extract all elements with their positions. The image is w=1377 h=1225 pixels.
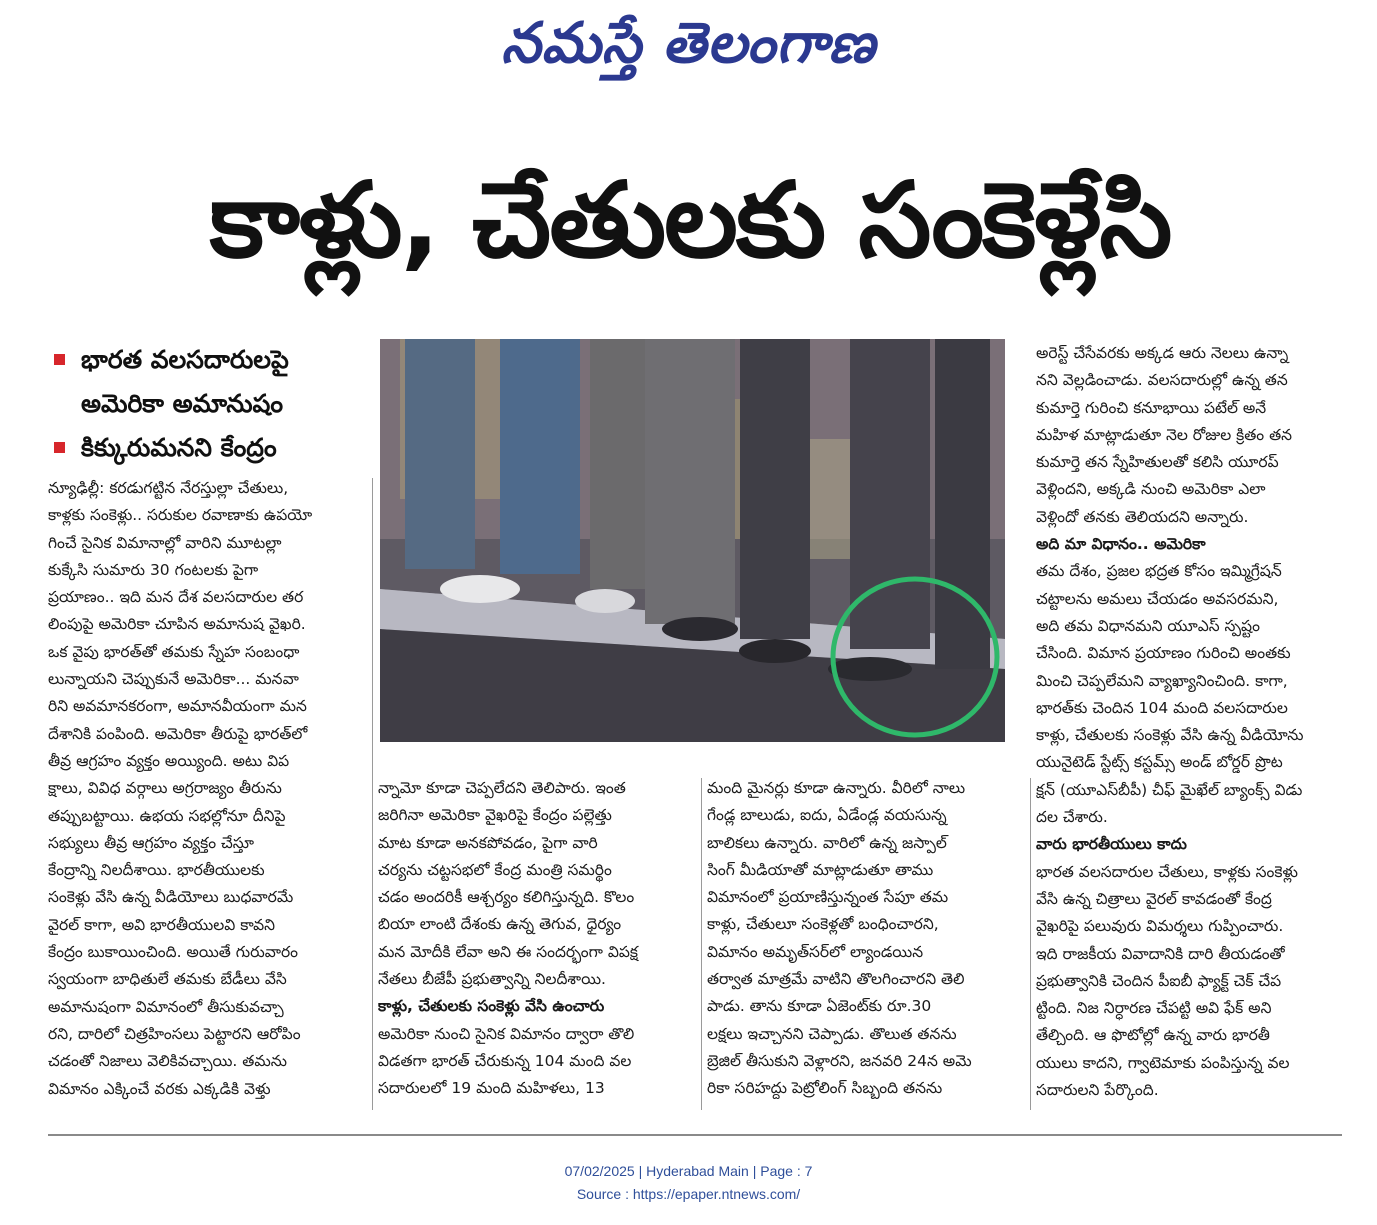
article-line: వైఖరిపై పలువురు విమర్శలు గుప్పించారు. (1036, 917, 1284, 936)
deck-bullet-text: అమెరికా అమానుషం (81, 389, 284, 418)
article-line: లక్షలు ఇచ్చానని చెప్పాడు. తొలుత తనను (707, 1024, 957, 1043)
deck-bullet-text: భారత వలసదారులపై (81, 345, 289, 374)
column-divider (701, 778, 702, 1110)
article-line: స్వయంగా బాధితులే తమకు బేడీలు వేసి (48, 970, 287, 989)
article-line: గేండ్ల బాలుడు, ఐదు, ఏడేండ్ల వయసున్న (707, 806, 947, 825)
masthead-logo: నమస్తే తెలంగాణ (501, 11, 876, 76)
article-column-1 (48, 475, 368, 1103)
article-line: దేశానికి పంపింది. అమెరికా తీరుపై భారత్‌లో (48, 724, 308, 743)
article-line: విడతగా భారత్ చేరుకున్న 104 మంది వల (378, 1051, 632, 1070)
article-line: తీవ్ర ఆగ్రహం వ్యక్తం అయ్యింది. అటు విప (48, 751, 290, 770)
column-divider (1030, 778, 1031, 1110)
article-line: కేంద్రాన్ని నిలదీశాయి. భారతీయులకు (48, 861, 265, 880)
article-line: కుక్కేసి సుమారు 30 గంటలకు పైగా (48, 560, 259, 579)
article-line: కాళ్లు, చేతులకు సంకెళ్లు వేసి ఉన్న వీడియోను (1036, 726, 1304, 745)
article-column-4 (1036, 340, 1348, 1104)
article-line: చేసింది. విమాన ప్రయాణం గురించి అంతకు (1036, 644, 1291, 663)
article-line: బియా లాంటి దేశంకు ఉన్న తెగువ, ధైర్యం (378, 915, 622, 934)
article-line: నేతలు బీజేపీ ప్రభుత్వాన్ని నిలదీశాయి. (378, 970, 606, 989)
article-line: ప్రయాణం.. ఇది మన దేశ వలసదారుల తర (48, 588, 304, 607)
article-line: భారత్‌కు చెందిన 104 మంది వలసదారుల (1036, 698, 1288, 717)
article-line: వేసి ఉన్న చిత్రాలు వైరల్ కావడంతో కేంద్ర (1036, 889, 1272, 908)
article-line: గించే సైనిక విమానాల్లో వారిని మూటల్లా (48, 533, 282, 552)
footer-date-edition: 07/02/2025 | Hyderabad Main | Page : 7 (564, 1163, 813, 1179)
article-line: చర్యను చట్టసభలో కేంద్ర మంత్రి సమర్థిం (378, 860, 612, 879)
article-line: తర్వాత మాత్రమే వాటిని తొలగించారని తెలి (707, 970, 965, 989)
article-line: బాలికలు ఉన్నారు. వారిలో ఉన్న జస్పాల్ (707, 833, 947, 852)
article-line: నని వెల్లడించాడు. వలసదారుల్లో ఉన్న తన (1036, 371, 1288, 390)
article-line: జరిగినా అమెరికా వైఖరిపై కేంద్రం పల్లెత్తు (378, 806, 612, 825)
article-line: సదారులని పేర్కొంది. (1036, 1081, 1159, 1100)
article-line: సభ్యులు తీవ్ర ఆగ్రహం వ్యక్తం చేస్తూ (48, 833, 255, 852)
footer-rule (48, 1134, 1342, 1136)
article-column-2 (378, 775, 696, 1103)
article-line: రిని అవమానకరంగా, అమానవీయంగా మన (48, 697, 307, 716)
article-line: ఒక వైపు భారత్‌తో తమకు స్నేహ సంబంధా (48, 642, 300, 661)
article-line: రికా సరిహద్దు పెట్రోలింగ్ సిబ్బంది తనను (707, 1079, 943, 1098)
subheading: వారు భారతీయులు కాదు (1036, 835, 1187, 854)
article-line: తమ దేశం, ప్రజల భద్రత కోసం ఇమ్మిగ్రేషన్ (1036, 562, 1282, 581)
article-line: న్నామో కూడా చెప్పలేదని తెలిపారు. ఇంత (378, 779, 626, 797)
article-line: అరెస్ట్ చేసేవరకు అక్కడ ఆరు నెలలు ఉన్నా (1036, 344, 1289, 362)
article-line: వైరల్ కాగా, అవి భారతీయులవి కావని (48, 915, 276, 934)
article-line: వెళ్లిందో తనకు తెలియదని అన్నారు. (1036, 507, 1249, 526)
article-line: అమెరికా నుంచి సైనిక విమానం ద్వారా తొలి (378, 1024, 635, 1043)
deck-bullet-item (50, 426, 370, 470)
subheading: అది మా విధానం.. అమెరికా (1036, 535, 1206, 554)
photo-image (380, 339, 1005, 742)
article-line: విమానం అమృత్‌సర్‌లో ల్యాండయిన (707, 942, 924, 961)
article-line: మించి చెప్పలేమని వ్యాఖ్యానించింది. కాగా, (1036, 671, 1288, 690)
article-line: దల చేశారు. (1036, 808, 1108, 827)
article-line: రని, దారిలో చిత్రహింసలు పెట్టారని ఆరోపిం (48, 1024, 301, 1043)
article-line: బ్రెజిల్ తీసుకుని వెళ్లారని, జనవరి 24న అమె (707, 1051, 972, 1070)
article-line: క్షన్ (యూఎస్‌బీపీ) చీఫ్ మైఖేల్ బ్యాంక్స్ విడు (1036, 780, 1303, 799)
article-line: ట్టింది. నిజ నిర్ధారణ చేపట్టి అవి ఫేక్ అని (1036, 999, 1272, 1018)
article-line: కాళ్లు, చేతులూ సంకెళ్లతో బంధించారని, (707, 915, 939, 934)
article-line: చడం అందరికీ ఆశ్చర్యం కలిగిస్తున్నది. కొలం (378, 888, 635, 907)
news-photo (380, 339, 1005, 742)
deck-bullet-item (50, 382, 370, 426)
article-line: ఇది రాజకీయ వివాదానికి దారి తీయడంతో (1036, 944, 1285, 963)
article-line: మంది మైనర్లు కూడా ఉన్నారు. వీరిలో నాలు (707, 779, 966, 797)
article-line: వెళ్లిందని, అక్కడి నుంచి అమెరికా ఎలా (1036, 480, 1266, 499)
article-line: చడంతో నిజాలు వెలికివచ్చాయి. తమను (48, 1052, 287, 1071)
deck-bullet-item (50, 338, 370, 382)
subheading: కాళ్లు, చేతులకు సంకెళ్లు వేసి ఉంచారు (378, 997, 605, 1016)
article-line: ప్రభుత్వానికి చెందిన పీఐబీ ఫ్యాక్ట్ చెక్ చేప (1036, 971, 1282, 990)
deck-bullet-text: కిక్కురుమనని కేంద్రం (81, 433, 277, 462)
article-line: మహిళ మాట్లాడుతూ నెల రోజుల క్రితం తన (1036, 425, 1293, 444)
article-line: కుమార్తె తన స్నేహితులతో కలిసి యూరప్ (1036, 453, 1279, 472)
article-line: భారత వలసదారుల చేతులు, కాళ్లకు సంకెళ్లు (1036, 862, 1298, 881)
headline: కాళ్లు, చేతులకు సంకెళ్లేసి (209, 159, 1171, 281)
footer-source: Source : https://epaper.ntnews.com/ (576, 1186, 801, 1202)
article-line: న్యూఢిల్లీ: కరడుగట్టిన నేరస్తుల్లా చేతులు, (48, 479, 289, 497)
bullet-square-icon (54, 442, 65, 453)
article-line: క్షాలు, వివిధ వర్గాలు అగ్రరాజ్యం తీరును (48, 779, 282, 798)
article-line: సంకెళ్లు వేసి ఉన్న వీడియోలు బుధవారమే (48, 888, 294, 907)
article-line: అమానుషంగా విమానంలో తీసుకువచ్చా (48, 997, 284, 1016)
article-line: అది తమ విధానమని యూఎస్ స్పష్టం (1036, 616, 1260, 635)
article-line: విమానంలో ప్రయాణిస్తున్నంత సేపూ తమ (707, 888, 949, 907)
article-line: చట్టాలను అమలు చేయడం అవసరమని, (1036, 589, 1279, 608)
article-line: లున్నాయని చెప్పుకునే అమెరికా... మనవా (48, 670, 299, 689)
article-line: సదారులలో 19 మంది మహిళలు, 13 (378, 1079, 605, 1098)
article-line: సింగ్ మీడియాతో మాట్లాడుతూ తాము (707, 860, 934, 879)
article-line: మన మోదీకి లేవా అని ఈ సందర్భంగా విపక్ష (378, 942, 638, 961)
column-divider (372, 478, 373, 1110)
bullet-square-icon (54, 354, 65, 365)
article-line: మాట కూడా అనకపోవడం, పైగా వారి (378, 833, 598, 852)
article-line: పాడు. తాను కూడా ఏజెంట్‌కు రూ.30 (707, 997, 932, 1016)
article-line: కుమార్తె గురించి కనూభాయి పటేల్ అనే (1036, 398, 1267, 417)
article-line: యునైటెడ్ స్టేట్స్ కస్టమ్స్ అండ్ బోర్డర్ ప్రొట (1036, 753, 1283, 772)
article-line: కేంద్రం బుకాయించింది. అయితే గురువారం (48, 943, 298, 962)
article-line: తేల్చింది. ఆ ఫొటోల్లో ఉన్న వారు భారతీ (1036, 1026, 1270, 1045)
article-column-3 (707, 775, 1025, 1103)
article-line: విమానం ఎక్కించే వరకు ఎక్కడికి వెళ్తు (48, 1079, 271, 1098)
article-line: యులు కాదని, గ్వాటెమాకు పంపిస్తున్న వల (1036, 1053, 1290, 1072)
article-line: తప్పుబట్టాయి. ఉభయ సభల్లోనూ దీనిపై (48, 806, 286, 825)
article-line: కాళ్లకు సంకెళ్లు.. సరుకుల రవాణాకు ఉపయో (48, 506, 313, 525)
deck-bullets (50, 338, 370, 470)
article-line: లింపుపై అమెరికా చూపిన అమానుష వైఖరి. (48, 615, 306, 634)
